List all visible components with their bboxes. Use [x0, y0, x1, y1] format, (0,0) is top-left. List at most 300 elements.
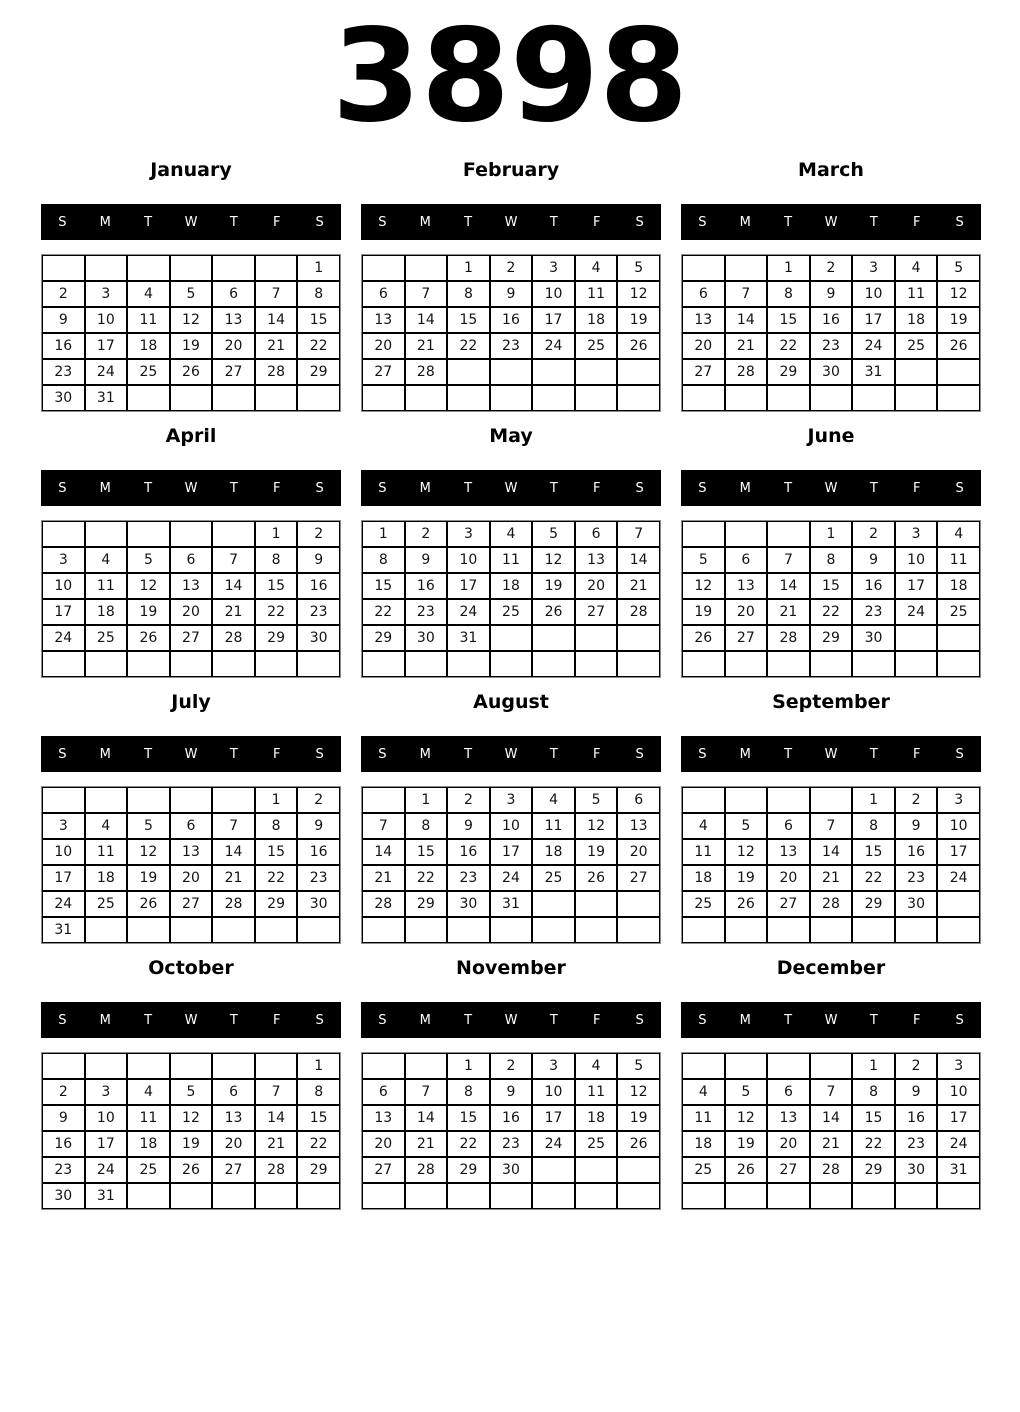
empty-day-cell — [212, 255, 255, 281]
day-cell: 16 — [852, 573, 895, 599]
day-cell: 9 — [447, 813, 490, 839]
day-cell: 20 — [767, 1131, 810, 1157]
day-cell: 26 — [575, 865, 618, 891]
empty-day-cell — [212, 1053, 255, 1079]
day-cell: 5 — [617, 1053, 660, 1079]
weekday-header-cell: F — [912, 214, 921, 230]
empty-day-cell — [767, 385, 810, 411]
empty-day-cell — [255, 651, 298, 677]
day-cell: 6 — [362, 281, 405, 307]
day-cell: 1 — [852, 787, 895, 813]
month-title: February — [462, 159, 560, 181]
day-cell: 10 — [852, 281, 895, 307]
weekday-header-cell: W — [824, 1012, 838, 1028]
day-cell: 17 — [490, 839, 533, 865]
day-cell: 2 — [895, 787, 938, 813]
week-row — [682, 917, 980, 943]
month-grid-body — [362, 255, 660, 411]
day-cell: 13 — [362, 307, 405, 333]
weekday-header-cell: S — [635, 480, 644, 496]
day-cell: 20 — [617, 839, 660, 865]
day-cell: 19 — [170, 1131, 213, 1157]
day-cell: 2 — [895, 1053, 938, 1079]
weekday-header-cell: S — [955, 214, 964, 230]
weekday-header-cell: T — [869, 746, 878, 762]
month-grid-body — [42, 787, 340, 943]
weekday-header-cell: T — [144, 746, 153, 762]
weekday-header-cell: T — [229, 480, 238, 496]
month-grid — [41, 1052, 341, 1210]
day-cell: 9 — [895, 1079, 938, 1105]
day-cell: 12 — [725, 1105, 768, 1131]
day-cell: 22 — [852, 1131, 895, 1157]
day-cell: 16 — [895, 839, 938, 865]
empty-day-cell — [42, 787, 85, 813]
day-cell: 1 — [447, 1053, 490, 1079]
week-row — [42, 787, 340, 813]
weekday-header-row — [361, 1002, 661, 1038]
day-cell: 12 — [575, 813, 618, 839]
empty-day-cell — [362, 255, 405, 281]
day-cell: 5 — [725, 813, 768, 839]
day-cell: 27 — [362, 1157, 405, 1183]
day-cell: 25 — [682, 1157, 725, 1183]
day-cell: 4 — [682, 813, 725, 839]
empty-day-cell — [575, 1183, 618, 1209]
month-calendar — [361, 958, 661, 1210]
day-cell: 3 — [490, 787, 533, 813]
weekday-header-cell: F — [272, 480, 281, 496]
weekday-header-cell: W — [504, 746, 518, 762]
week-row — [42, 1183, 340, 1209]
week-row — [362, 1053, 660, 1079]
empty-day-cell — [532, 1157, 575, 1183]
day-cell: 9 — [852, 547, 895, 573]
empty-day-cell — [617, 359, 660, 385]
empty-day-cell — [255, 1183, 298, 1209]
empty-day-cell — [297, 917, 340, 943]
day-cell: 8 — [297, 281, 340, 307]
weekday-header-cell: S — [955, 1012, 964, 1028]
day-cell: 23 — [297, 599, 340, 625]
weekday-header-cell: S — [698, 480, 707, 496]
empty-day-cell — [682, 255, 725, 281]
day-cell: 1 — [767, 255, 810, 281]
empty-day-cell — [212, 1183, 255, 1209]
empty-day-cell — [255, 917, 298, 943]
empty-day-cell — [170, 651, 213, 677]
day-cell: 16 — [447, 839, 490, 865]
day-cell: 17 — [895, 573, 938, 599]
day-cell: 22 — [255, 599, 298, 625]
week-row — [362, 1183, 660, 1209]
day-cell: 6 — [170, 547, 213, 573]
empty-day-cell — [212, 651, 255, 677]
week-row — [42, 521, 340, 547]
month-grid-body — [682, 255, 980, 411]
week-row — [682, 1131, 980, 1157]
day-cell: 14 — [405, 307, 448, 333]
weekday-header-cell: W — [824, 214, 838, 230]
weekday-header-cell: M — [739, 480, 751, 496]
day-cell: 28 — [767, 625, 810, 651]
day-cell: 11 — [937, 547, 980, 573]
day-cell: 6 — [170, 813, 213, 839]
weekday-header-row — [681, 470, 981, 506]
week-row — [682, 255, 980, 281]
week-row — [682, 651, 980, 677]
day-cell: 24 — [937, 1131, 980, 1157]
day-cell: 25 — [937, 599, 980, 625]
empty-day-cell — [575, 625, 618, 651]
empty-day-cell — [617, 385, 660, 411]
weekday-header-cell: F — [592, 1012, 601, 1028]
empty-day-cell — [212, 385, 255, 411]
week-row — [42, 839, 340, 865]
day-cell: 26 — [127, 891, 170, 917]
empty-day-cell — [127, 521, 170, 547]
month-grid — [681, 1052, 981, 1210]
day-cell: 3 — [937, 1053, 980, 1079]
empty-day-cell — [85, 521, 128, 547]
day-cell: 21 — [405, 333, 448, 359]
day-cell: 19 — [127, 599, 170, 625]
empty-day-cell — [767, 1183, 810, 1209]
empty-day-cell — [532, 891, 575, 917]
weekday-header-cell: T — [229, 746, 238, 762]
day-cell: 25 — [490, 599, 533, 625]
day-cell: 3 — [447, 521, 490, 547]
weekday-header-cell: M — [419, 746, 431, 762]
empty-day-cell — [170, 917, 213, 943]
empty-day-cell — [42, 255, 85, 281]
day-cell: 21 — [810, 1131, 853, 1157]
day-cell: 6 — [212, 1079, 255, 1105]
day-cell: 1 — [297, 1053, 340, 1079]
day-cell: 2 — [405, 521, 448, 547]
day-cell: 1 — [362, 521, 405, 547]
week-row — [42, 1079, 340, 1105]
day-cell: 31 — [852, 359, 895, 385]
week-row — [42, 333, 340, 359]
day-cell: 4 — [895, 255, 938, 281]
weekday-header-cell: S — [315, 746, 324, 762]
day-cell: 19 — [682, 599, 725, 625]
day-cell: 5 — [170, 1079, 213, 1105]
empty-day-cell — [725, 385, 768, 411]
weekday-header-cell: T — [464, 214, 473, 230]
day-cell: 29 — [852, 1157, 895, 1183]
day-cell: 26 — [532, 599, 575, 625]
day-cell: 2 — [42, 281, 85, 307]
day-cell: 19 — [937, 307, 980, 333]
day-cell: 20 — [170, 865, 213, 891]
day-cell: 29 — [405, 891, 448, 917]
weekday-header-cell: M — [739, 214, 751, 230]
empty-day-cell — [447, 917, 490, 943]
day-cell: 4 — [575, 255, 618, 281]
day-cell: 21 — [255, 333, 298, 359]
day-cell: 19 — [725, 865, 768, 891]
weekday-header-cell: M — [99, 214, 111, 230]
weekday-header-cell: S — [698, 214, 707, 230]
week-row — [42, 891, 340, 917]
day-cell: 17 — [532, 307, 575, 333]
empty-day-cell — [170, 1183, 213, 1209]
weekday-header-cell: S — [315, 214, 324, 230]
empty-day-cell — [682, 787, 725, 813]
day-cell: 4 — [127, 1079, 170, 1105]
week-row — [362, 1157, 660, 1183]
day-cell: 25 — [85, 625, 128, 651]
week-row — [362, 1079, 660, 1105]
weekday-header-cell: F — [912, 480, 921, 496]
day-cell: 28 — [255, 1157, 298, 1183]
day-cell: 28 — [405, 1157, 448, 1183]
month-grid-body — [42, 255, 340, 411]
empty-day-cell — [170, 787, 213, 813]
day-cell: 21 — [212, 865, 255, 891]
day-cell: 13 — [362, 1105, 405, 1131]
day-cell: 4 — [127, 281, 170, 307]
week-row — [362, 333, 660, 359]
weekday-header-row — [41, 470, 341, 506]
week-row — [682, 547, 980, 573]
day-cell: 26 — [617, 1131, 660, 1157]
day-cell: 23 — [895, 1131, 938, 1157]
week-row — [682, 625, 980, 651]
day-cell: 4 — [490, 521, 533, 547]
day-cell: 21 — [405, 1131, 448, 1157]
month-grid-body — [42, 521, 340, 677]
empty-day-cell — [532, 1183, 575, 1209]
day-cell: 26 — [725, 891, 768, 917]
day-cell: 22 — [447, 1131, 490, 1157]
day-cell: 3 — [85, 281, 128, 307]
day-cell: 10 — [42, 839, 85, 865]
weekday-header-cell: F — [912, 746, 921, 762]
weekday-header-row — [361, 736, 661, 772]
weekday-header-cell: M — [419, 214, 431, 230]
empty-day-cell — [405, 651, 448, 677]
weekday-header-cell: S — [378, 1012, 387, 1028]
weekday-header-cell: W — [184, 480, 198, 496]
day-cell: 11 — [127, 1105, 170, 1131]
week-row — [362, 1131, 660, 1157]
weekday-header-cell: S — [378, 480, 387, 496]
day-cell: 10 — [937, 1079, 980, 1105]
day-cell: 14 — [810, 1105, 853, 1131]
day-cell: 14 — [767, 573, 810, 599]
day-cell: 11 — [85, 839, 128, 865]
month-title: August — [473, 691, 549, 713]
day-cell: 21 — [212, 599, 255, 625]
day-cell: 29 — [297, 359, 340, 385]
week-row — [42, 281, 340, 307]
day-cell: 22 — [810, 599, 853, 625]
day-cell: 18 — [127, 1131, 170, 1157]
month-calendar — [41, 958, 341, 1210]
weekday-header-cell: W — [824, 746, 838, 762]
day-cell: 6 — [575, 521, 618, 547]
day-cell: 1 — [852, 1053, 895, 1079]
day-cell: 29 — [852, 891, 895, 917]
day-cell: 27 — [575, 599, 618, 625]
empty-day-cell — [682, 385, 725, 411]
empty-day-cell — [127, 385, 170, 411]
day-cell: 5 — [170, 281, 213, 307]
weekday-header-cell: S — [378, 214, 387, 230]
week-row — [682, 865, 980, 891]
day-cell: 5 — [127, 813, 170, 839]
month-grid — [681, 520, 981, 678]
empty-day-cell — [725, 787, 768, 813]
empty-day-cell — [362, 787, 405, 813]
day-cell: 9 — [490, 281, 533, 307]
month-grid — [41, 254, 341, 412]
month-calendar — [41, 160, 341, 412]
week-row — [362, 281, 660, 307]
month-calendar — [681, 692, 981, 944]
day-cell: 13 — [682, 307, 725, 333]
day-cell: 17 — [85, 1131, 128, 1157]
day-cell: 27 — [362, 359, 405, 385]
empty-day-cell — [617, 1157, 660, 1183]
day-cell: 27 — [170, 891, 213, 917]
weekday-header-row — [361, 204, 661, 240]
weekday-header-cell: T — [549, 1012, 558, 1028]
empty-day-cell — [810, 1183, 853, 1209]
day-cell: 7 — [405, 1079, 448, 1105]
weekday-header-cell: W — [504, 480, 518, 496]
empty-day-cell — [170, 1053, 213, 1079]
day-cell: 14 — [725, 307, 768, 333]
day-cell: 6 — [767, 813, 810, 839]
day-cell: 25 — [532, 865, 575, 891]
empty-day-cell — [405, 1053, 448, 1079]
day-cell: 28 — [255, 359, 298, 385]
weekday-header-cell: T — [144, 1012, 153, 1028]
weekday-header-cell: S — [955, 746, 964, 762]
month-calendar — [41, 692, 341, 944]
week-row — [362, 839, 660, 865]
day-cell: 8 — [447, 281, 490, 307]
day-cell: 2 — [297, 521, 340, 547]
month-title: March — [798, 159, 864, 181]
empty-day-cell — [127, 787, 170, 813]
empty-day-cell — [682, 1053, 725, 1079]
day-cell: 13 — [170, 839, 213, 865]
day-cell: 11 — [490, 547, 533, 573]
day-cell: 17 — [852, 307, 895, 333]
empty-day-cell — [362, 1183, 405, 1209]
day-cell: 6 — [212, 281, 255, 307]
empty-day-cell — [937, 651, 980, 677]
day-cell: 20 — [682, 333, 725, 359]
empty-day-cell — [725, 521, 768, 547]
day-cell: 2 — [447, 787, 490, 813]
day-cell: 16 — [895, 1105, 938, 1131]
empty-day-cell — [85, 1053, 128, 1079]
week-row — [42, 1053, 340, 1079]
empty-day-cell — [725, 255, 768, 281]
day-cell: 16 — [42, 1131, 85, 1157]
empty-day-cell — [617, 625, 660, 651]
day-cell: 20 — [170, 599, 213, 625]
day-cell: 31 — [490, 891, 533, 917]
month-title: June — [807, 425, 855, 447]
week-row — [42, 307, 340, 333]
day-cell: 26 — [617, 333, 660, 359]
weekday-header-row — [361, 470, 661, 506]
empty-day-cell — [170, 521, 213, 547]
day-cell: 24 — [895, 599, 938, 625]
month-grid-body — [42, 1053, 340, 1209]
day-cell: 17 — [42, 599, 85, 625]
day-cell: 16 — [297, 839, 340, 865]
empty-day-cell — [617, 651, 660, 677]
day-cell: 16 — [297, 573, 340, 599]
month-grid — [361, 520, 661, 678]
month-grid-body — [362, 1053, 660, 1209]
day-cell: 14 — [255, 1105, 298, 1131]
month-grid-body — [682, 1053, 980, 1209]
day-cell: 8 — [405, 813, 448, 839]
day-cell: 11 — [127, 307, 170, 333]
weekday-header-row — [681, 204, 981, 240]
day-cell: 14 — [810, 839, 853, 865]
empty-day-cell — [447, 359, 490, 385]
empty-day-cell — [490, 385, 533, 411]
month-grid — [681, 254, 981, 412]
day-cell: 24 — [532, 1131, 575, 1157]
week-row — [42, 813, 340, 839]
week-row — [682, 839, 980, 865]
day-cell: 7 — [255, 1079, 298, 1105]
day-cell: 29 — [362, 625, 405, 651]
empty-day-cell — [937, 1183, 980, 1209]
empty-day-cell — [490, 917, 533, 943]
day-cell: 21 — [810, 865, 853, 891]
week-row — [682, 1183, 980, 1209]
day-cell: 6 — [362, 1079, 405, 1105]
day-cell: 4 — [937, 521, 980, 547]
day-cell: 8 — [810, 547, 853, 573]
day-cell: 9 — [490, 1079, 533, 1105]
day-cell: 15 — [255, 839, 298, 865]
month-title: July — [171, 691, 211, 713]
day-cell: 8 — [852, 1079, 895, 1105]
empty-day-cell — [575, 917, 618, 943]
empty-day-cell — [127, 1183, 170, 1209]
weekday-header-cell: S — [58, 214, 67, 230]
month-title: November — [456, 957, 566, 979]
day-cell: 27 — [682, 359, 725, 385]
empty-day-cell — [85, 651, 128, 677]
day-cell: 15 — [255, 573, 298, 599]
empty-day-cell — [490, 651, 533, 677]
empty-day-cell — [810, 1053, 853, 1079]
week-row — [42, 865, 340, 891]
week-row — [682, 521, 980, 547]
day-cell: 30 — [810, 359, 853, 385]
day-cell: 22 — [297, 1131, 340, 1157]
empty-day-cell — [255, 385, 298, 411]
month-grid — [681, 786, 981, 944]
weekday-header-cell: S — [635, 214, 644, 230]
week-row — [362, 917, 660, 943]
day-cell: 13 — [575, 547, 618, 573]
